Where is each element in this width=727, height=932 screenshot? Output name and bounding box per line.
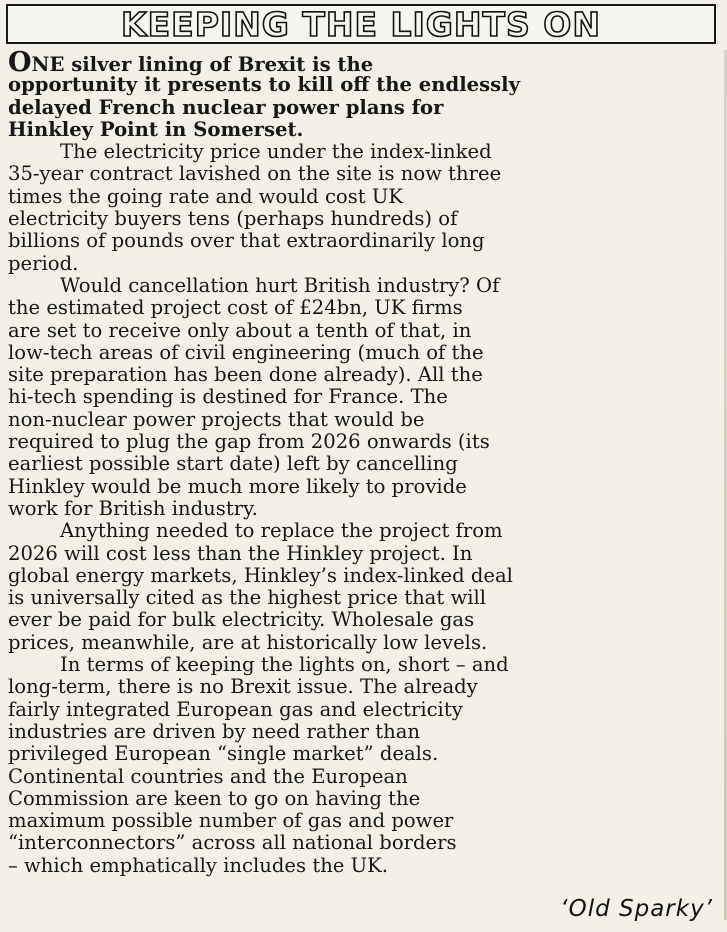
headline: KEEPING THE LIGHTS ON — [121, 5, 601, 44]
paragraph-cost — [8, 520, 720, 654]
body-line: privileged European “single market” deals. — [8, 742, 439, 766]
body-line: hi-tech spending is destined for France. The — [8, 385, 448, 409]
body-line: maximum possible number of gas and power — [8, 809, 454, 833]
drop-cap: O — [8, 47, 32, 78]
body-line: the estimated project cost of £24bn, UK firms — [8, 296, 463, 320]
author-signoff: ‘Old Sparky’ — [560, 896, 713, 922]
body-line: ever be paid for bulk electricity. Wholesale gas — [8, 608, 475, 632]
body-line: is universally cited as the highest price that will — [8, 586, 487, 610]
body-line: global energy markets, Hinkley’s index-linked deal — [8, 563, 513, 587]
lead-line: Hinkley Point in Somerset. — [8, 117, 304, 141]
body-line: prices, meanwhile, are at historically low levels. — [8, 630, 488, 654]
body-line: The electricity price under the index-linked — [60, 140, 492, 164]
lead-paragraph — [8, 47, 720, 141]
paragraph-industry — [8, 275, 720, 520]
lead-line: opportunity it presents to kill off the endlessly — [8, 73, 520, 97]
body-line: period. — [8, 251, 79, 275]
body-line: industries are driven by need rather than — [8, 719, 420, 743]
body-line: required to plug the gap from 2026 onwards (its — [8, 430, 490, 454]
body-line: long-term, there is no Brexit issue. The already — [8, 675, 478, 699]
paragraph-brexit — [8, 654, 720, 877]
body-line: 2026 will cost less than the Hinkley project. In — [8, 541, 473, 565]
body-line: non-nuclear power projects that would be — [8, 407, 425, 431]
body-line: low-tech areas of civil engineering (much of the — [8, 340, 484, 364]
body-line: Anything needed to replace the project from — [60, 519, 503, 543]
headline-banner — [6, 4, 716, 44]
lead-line: ONE silver lining of Brexit is the — [8, 47, 374, 78]
paragraph-price — [8, 141, 720, 275]
body-line: earliest possible start date) left by cancelling — [8, 452, 458, 476]
body-line: Commission are keen to go on having the — [8, 786, 421, 810]
body-line: 35-year contract lavished on the site is now three — [8, 162, 502, 186]
body-line: site preparation has been done already). All the — [8, 363, 483, 387]
body-line: – which emphatically includes the UK. — [8, 853, 389, 877]
body-line: times the going rate and would cost UK — [8, 184, 404, 208]
body-line: In terms of keeping the lights on, short – and — [60, 653, 509, 677]
body-line: Hinkley would be much more likely to provide — [8, 474, 467, 498]
body-line: are set to receive only about a tenth of that, in — [8, 318, 472, 342]
body-line: fairly integrated European gas and electricity — [8, 697, 463, 721]
lead-line: delayed French nuclear power plans for — [8, 95, 444, 119]
body-line: “interconnectors” across all national borders — [8, 831, 457, 855]
article-body — [8, 47, 720, 877]
body-line: Would cancellation hurt British industry? Of — [60, 273, 500, 297]
body-line: billions of pounds over that extraordinarily long — [8, 229, 485, 253]
body-line: electricity buyers tens (perhaps hundreds) of — [8, 207, 458, 231]
body-line: Continental countries and the European — [8, 764, 408, 788]
body-line: work for British industry. — [8, 496, 258, 520]
